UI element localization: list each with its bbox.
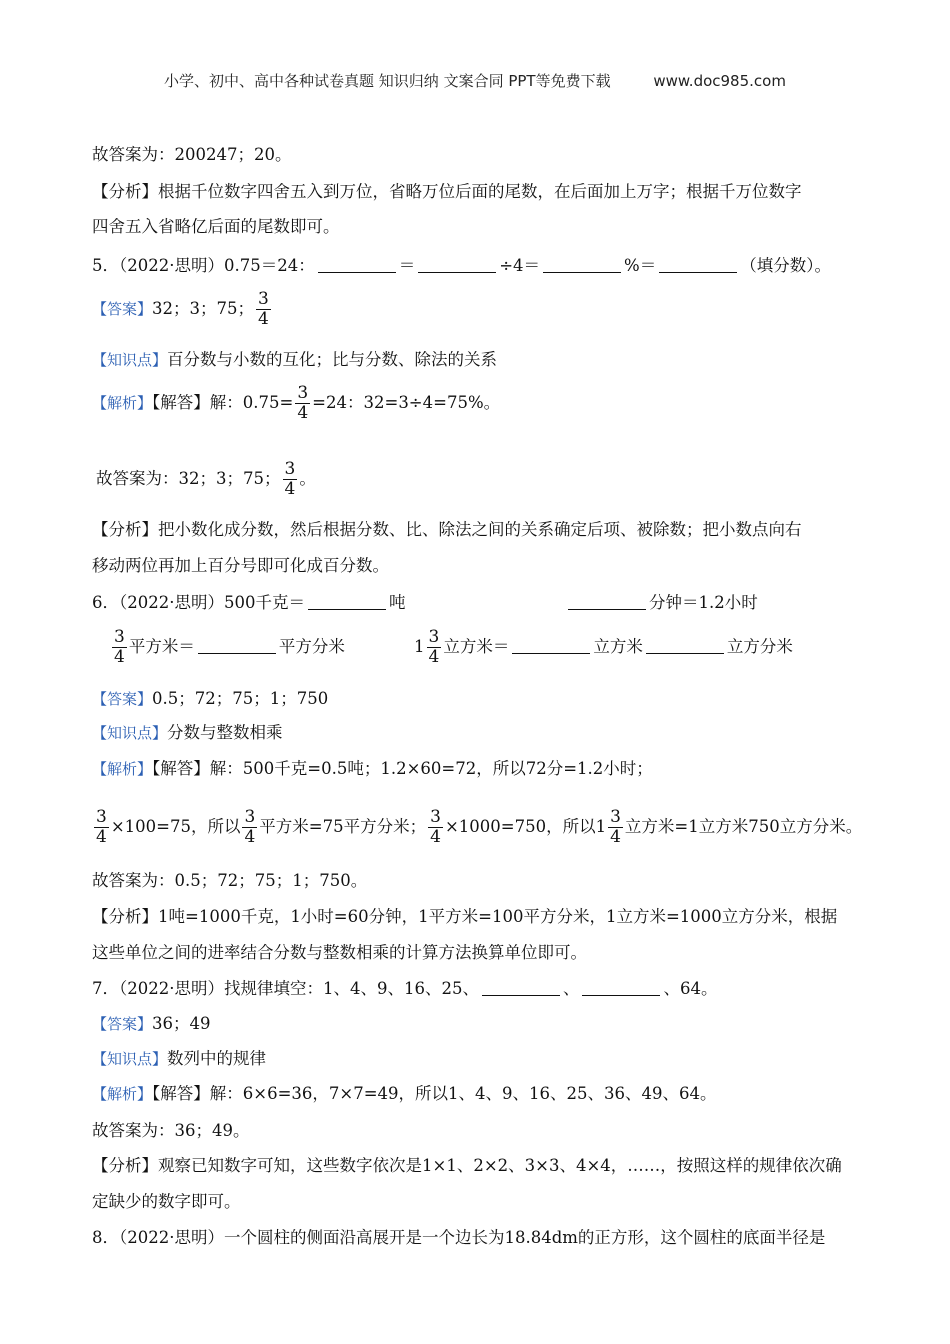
blank[interactable] — [418, 254, 496, 273]
analysis-7: 定缺少的数字即可。 — [92, 1192, 241, 1211]
solution-6: 【解析】【解答】解：500千克=0.5吨；1.2×60=72，所以72分=1.2小时； — [92, 759, 653, 778]
question-8: 8．（2022·思明）一个圆柱的侧面沿高展开是一个边长为18.84dm的正方形，这个圆柱的底面半径是 — [92, 1228, 826, 1247]
blank[interactable] — [308, 591, 386, 610]
answer-summary-7: 故答案为：36；49。 — [92, 1121, 250, 1140]
blank[interactable] — [512, 635, 590, 654]
question-6c: $\frac{3}{4}$ 平方米＝ 平方分米 — [114, 627, 345, 667]
header-url[interactable]: www.doc985.com — [653, 72, 786, 90]
analysis-5: 移动两位再加上百分号即可化成百分数。 — [92, 556, 389, 575]
answer-summary-5: 故答案为：32；3；75； $\frac{3}{4}$ 。 — [96, 459, 316, 499]
fraction: $\frac{3}{4}$ — [244, 807, 256, 847]
blank[interactable] — [543, 254, 621, 273]
knowledge-5: 【知识点】百分数与小数的互化；比与分数、除法的关系 — [92, 350, 498, 369]
question-6: 6．（2022·思明）500千克＝ 吨 — [92, 593, 406, 612]
analysis-6: 这些单位之间的进率结合分数与整数相乘的计算方法换算单位即可。 — [92, 943, 587, 962]
answer-5: 【答案】32；3；75； $\frac{3}{4}$ — [92, 289, 269, 329]
analysis-7: 【分析】观察已知数字可知，这些数字依次是1×1、2×2、3×3、4×4，……，按照这样的规律依次确 — [92, 1156, 842, 1175]
analysis-5: 【分析】把小数化成分数，然后根据分数、比、除法之间的关系确定后项、被除数；把小数点向右 — [92, 520, 802, 539]
analysis-line: 四舍五入省略亿后面的尾数即可。 — [92, 217, 340, 236]
answer-7: 【答案】36；49 — [92, 1014, 211, 1033]
answer-summary-6: 故答案为：0.5；72；75；1；750。 — [92, 871, 368, 890]
fraction: $\frac{3}{4}$ — [258, 289, 269, 329]
question-6b: 分钟＝1.2小时 — [565, 591, 758, 614]
question-6d: 1 $\frac{3}{4}$ 立方米＝ 立方米 立方分米 — [414, 627, 793, 667]
fraction: $\frac{3}{4}$ — [610, 807, 621, 847]
blank[interactable] — [198, 635, 276, 654]
question-7: 7．（2022·思明）找规律填空：1、4、9、16、25、 、 、64。 — [92, 979, 718, 998]
answer-line: 故答案为：200247；20。 — [92, 145, 292, 164]
page-header — [0, 70, 950, 91]
solution-5: 【解析】【解答】解：0.75= $\frac{3}{4}$ =24：32=3÷4=75%。 — [92, 383, 501, 423]
knowledge-7: 【知识点】数列中的规律 — [92, 1049, 267, 1068]
fraction: $\frac{3}{4}$ — [428, 627, 440, 667]
blank[interactable] — [582, 977, 660, 996]
blank[interactable] — [482, 977, 560, 996]
solution-7: 【解析】【解答】解：6×6=36，7×7=49，所以1、4、9、16、25、36、49、64。 — [92, 1084, 717, 1103]
knowledge-6: 【知识点】分数与整数相乘 — [92, 723, 283, 742]
blank[interactable] — [646, 635, 724, 654]
blank[interactable] — [318, 254, 396, 273]
blank[interactable] — [568, 591, 646, 610]
fraction: $\frac{3}{4}$ — [96, 807, 107, 847]
question-5: 5．（2022·思明）0.75＝24： ＝ ÷4＝ %＝ （填分数）。 — [92, 256, 831, 275]
analysis-6: 【分析】1吨=1000千克，1小时=60分钟，1平方米=100平方分米，1立方米=1000立方分米，根据 — [92, 907, 838, 926]
analysis-line: 【分析】根据千位数字四舍五入到万位，省略万位后面的尾数，在后面加上万字；根据千万位数字 — [92, 182, 802, 201]
solution-6b: $\frac{3}{4}$ ×100=75，所以 $\frac{3}{4}$ 平方米=75平方分米； $\frac{3}{4}$ ×1000=750，所以1 $\frac{3}{4}$ 立方米=1立方米750立方分米。 — [96, 807, 863, 847]
fraction: $\frac{3}{4}$ — [430, 807, 441, 847]
answer-6: 【答案】0.5；72；75；1；750 — [92, 689, 329, 708]
header-text: 小学、初中、高中各种试卷真题 知识归纳 文案合同 PPT等免费下载 — [164, 72, 611, 90]
fraction: $\frac{3}{4}$ — [297, 383, 309, 423]
fraction: $\frac{3}{4}$ — [284, 459, 296, 499]
fraction: $\frac{3}{4}$ — [114, 627, 125, 667]
blank[interactable] — [659, 254, 737, 273]
